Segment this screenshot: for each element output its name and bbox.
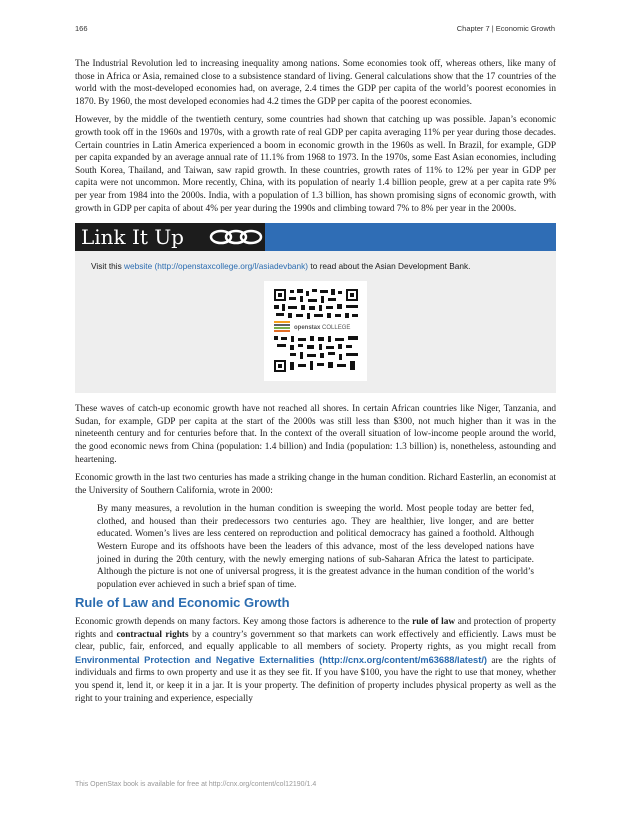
rule-of-law-text-4: are the rights of individuals and firms to own property and use it as they see fit. If you have $100, you have the right to use that money, whether you spend it, lend it, or keep it in a jar. It is your property. The definition of property includes physical property as well as the right to your training and experience, especially <box>75 655 556 704</box>
qr-code-card[interactable] <box>264 281 367 381</box>
paragraph-4: Economic growth in the last two centuries has made a striking change in the human condition. Richard Easterlin, an economist at the University of Southern California, wrote in 2000: <box>75 473 556 496</box>
chain-link-icon <box>209 229 263 245</box>
paragraph-1: The Industrial Revolution led to increasing inequality among nations. Some economies took off, whereas others, like many of those in Africa or Asia, remained close to a subsistence standard of living. General calculations show that the 17 countries of the world with the most-developed economies had, on average, 2.4 times the GDP per capita of the world’s poorest economies in 1870. By 1960, the most developed economies had 4.2 times the GDP per capita of the poorest economies. <box>75 59 556 107</box>
openstax-logo-text <box>294 322 350 335</box>
paragraph-2: However, by the middle of the twentieth century, some countries had shown that catching up was possible. Japan’s economic growth took off in the 1960s and 1970s, with a growth rate of real GDP per capita averaging 11% per year during those decades. Certain countries in Latin America experienced a boom in economic growth in the 1960s as well. In Brazil, for example, GDP per capita expanded by an average annual rate of 11.1% from 1968 to 1973. In the 1970s, some East Asian economies, including South Korea, Thailand, and Taiwan, saw rapid growth. In these countries, growth rates of 11% to 12% per year in GDP per capita were not uncommon. More recently, China, with its population of nearly 1.4 billion people, grew at a per capita rate 9% per year from 1984 into the 2000s. India, with a population of 1.3 billion, has shown promising signs of economic growth, with growth in GDP per capita of about 4% per year during the 1990s and climbing toward 7% to 8% per year in the 2000s. <box>75 115 556 214</box>
paragraph-3: These waves of catch-up economic growth have not reached all shores. In certain African countries like Niger, Tanzania, and Sudan, for example, GDP per capita at the start of the 2000s was still less than $300, not much higher than it was in the nineteenth century and for centuries before that. In the context of the overall situation of low-income people around the world, the good economic news from China (population: 1.4 billion) and India (population: 1.3 billion) is, nonetheless, astounding and heartening. <box>75 404 556 465</box>
main-content <box>75 58 556 711</box>
link-it-up-box <box>75 223 556 393</box>
link-text-before: Visit this <box>91 261 125 272</box>
link-text-after: to read about the Asian Development Bank. <box>308 261 471 272</box>
link-it-up-text <box>91 260 470 273</box>
term-rule-of-law: rule of law <box>412 617 456 628</box>
section-heading: Rule of Law and Economic Growth <box>75 595 290 611</box>
qr-code-lower-icon <box>274 336 358 372</box>
page-number: 166 <box>75 24 88 33</box>
rule-of-law-text-3: by a country’s government so that markets can work effectively and efficiently. Laws must be clear, public, fair, enforced, and equally applicable to all members of society. Property rights, as you might recall from <box>75 629 556 653</box>
link-it-up-title-text: Link It Up <box>81 225 184 250</box>
rule-of-law-text-2: and protection of property rights and <box>75 617 556 640</box>
openstax-brand-suffix: COLLEGE <box>322 325 351 332</box>
rule-of-law-paragraph <box>75 616 556 705</box>
asiadevbank-link[interactable]: website (http://openstaxcollege.org/l/asiadevbank) <box>124 261 309 272</box>
openstax-brand: openstax <box>294 325 321 332</box>
chapter-title: Chapter 7 | Economic Growth <box>456 24 555 33</box>
link-it-up-banner <box>75 223 556 251</box>
rule-of-law-text-1: Economic growth depends on many factors. Key among those factors is adherence to the <box>75 617 413 628</box>
openstax-logo-stripes <box>274 321 290 333</box>
openstax-logo <box>274 321 358 333</box>
qr-code-icon <box>274 289 358 319</box>
environmental-protection-link[interactable]: Environmental Protection and Negative Externalities (http://cnx.org/content/m63688/latest/) <box>75 654 487 665</box>
easterlin-quote: By many measures, a revolution in the human condition is sweeping the world. Most people today are better fed, clothed, and housed than their predecessors two centuries ago. They are healthier, live longer, and are better educated. Women’s lives are less centered on reproduction and political democracy has gained a foothold. Although Western Europe and its offshoots have been the leaders of this advance, most of the less developed nations have joined in during the 20th century, with the newly emerging nations of sub-Saharan Africa the latest to participate. Although the picture is not one of universal progress, it is the greatest advance in the human condition of the world’s population ever achieved in such a brief span of time. <box>97 504 534 590</box>
page-footer: This OpenStax book is available for free at http://cnx.org/content/col12190/1.4 <box>75 781 317 788</box>
term-contractual-rights: contractual rights <box>116 629 189 640</box>
